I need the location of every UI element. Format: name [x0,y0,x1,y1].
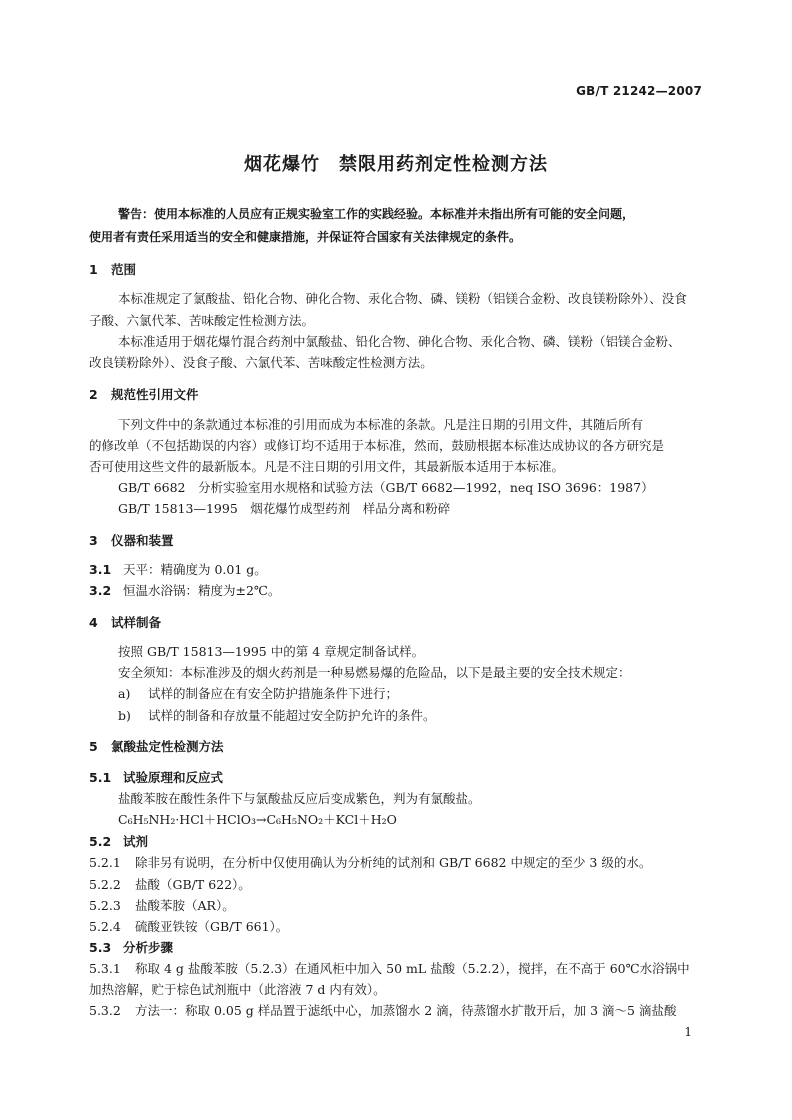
paragraph-line: 改良镁粉除外）、没食子酸、六氯代苯、苦味酸定性检测方法。 [89,355,433,370]
list-item [118,708,436,724]
clause-text: 盐酸（GB/T 622）。 [135,877,251,892]
clause-5-3-heading [89,940,173,956]
paragraph-line: 本标准适用于烟花爆竹混合药剂中氯酸盐、铅化合物、砷化合物、汞化合物、磷、镁粉（铝镁合金粉、 [118,334,681,349]
warning-line-2: 使用者有责任采用适当的安全和健康措施，并保证符合国家有关法律规定的条件。 [89,230,522,244]
clause-text: 除非另有说明，在分析中仅使用确认为分析纯的试剂和 GB/T 6682 中规定的至少 3 级的水。 [135,855,652,870]
clause-title: 分析步骤 [123,940,174,955]
section-number: 1 [89,262,98,277]
section-number: 5 [89,739,98,754]
clause-text: 方法一：称取 0.05 g 样品置于滤纸中心，加蒸馏水 2 滴，待蒸馏水扩散开后，加 3 滴～5 滴盐酸 [135,1003,677,1018]
list-text: 试样的制备和存放量不能超过安全防护允许的条件。 [148,708,436,723]
section-title: 仪器和装置 [111,533,174,548]
standard-code: GB/T 21242—2007 [576,84,702,98]
section-title: 试样制备 [111,615,162,630]
clause-5-3-2 [89,1003,676,1019]
paragraph-line: 加热溶解，贮于棕色试剂瓶中（此溶液 7 d 内有效）。 [89,982,386,997]
clause-number: 3.2 [89,583,112,598]
document-title: 烟花爆竹 禁限用药剂定性检测方法 [244,154,548,175]
warning-line-1: 警告：使用本标准的人员应有正规实验室工作的实践经验。本标准并未指出所有可能的安全问题， [118,207,635,221]
clause-number: 5.3.1 [89,961,121,976]
clause-text: 恒温水浴锅：精度为±2℃。 [123,583,281,598]
section-5-heading [89,739,224,755]
clause-number: 5.2.1 [89,855,121,870]
list-item [118,686,398,702]
clause-5-1-heading [89,770,223,786]
paragraph-line: 安全须知：本标准涉及的烟火药剂是一种易燃易爆的危险品，以下是最主要的安全技术规定： [118,665,631,680]
reference-item: GB/T 15813—1995 烟花爆竹成型药剂 样品分离和粉碎 [118,501,451,516]
clause-number: 5.3.2 [89,1003,121,1018]
paragraph-line: 的修改单（不包括勘误的内容）或修订均不适用于本标准，然而，鼓励根据本标准达成协议的各方研究是 [89,438,665,453]
paragraph-line: 下列文件中的条款通过本标准的引用而成为本标准的条款。凡是注日期的引用文件，其随后所有 [118,417,644,432]
clause-number: 3.1 [89,562,112,577]
section-4-heading [89,615,161,631]
section-3-heading [89,533,174,549]
paragraph-line: 盐酸苯胺在酸性条件下与氯酸盐反应后变成紫色，判为有氯酸盐。 [118,791,481,806]
section-title: 规范性引用文件 [111,387,199,402]
list-text: 试样的制备应在有安全防护措施条件下进行； [148,686,399,701]
clause-text: 硫酸亚铁铵（GB/T 661）。 [135,919,289,934]
list-marker: b) [118,708,131,723]
section-title: 范围 [111,262,137,277]
clause-number: 5.2.4 [89,919,121,934]
page-number: 1 [684,1025,692,1039]
clause-number: 5.2.2 [89,877,121,892]
clause-5-2-1 [89,855,651,871]
clause-text: 称取 4 g 盐酸苯胺（5.2.3）在通风柜中加入 50 mL 盐酸（5.2.2），搅拌，在不高于 60℃水浴锅中 [135,961,690,976]
clause-5-2-4 [89,919,288,935]
list-marker: a) [118,686,131,701]
clause-5-2-3 [89,898,235,914]
section-2-heading [89,387,199,403]
section-1-heading [89,262,136,278]
paragraph-line: 本标准规定了氯酸盐、铅化合物、砷化合物、汞化合物、磷、镁粉（铝镁合金粉、改良镁粉除外）、没食 [118,291,687,306]
clause-title: 试剂 [123,834,149,849]
clause-number: 5.2 [89,834,112,849]
clause-number: 5.3 [89,940,112,955]
paragraph-line: 子酸、六氯代苯、苦味酸定性检测方法。 [89,313,315,328]
clause-3-1 [89,562,267,578]
section-number: 3 [89,533,98,548]
reference-item: GB/T 6682 分析实验室用水规格和试验方法（GB/T 6682—1992，neq ISO 3696：1987） [118,480,654,495]
clause-text: 天平：精确度为 0.01 g。 [123,562,267,577]
clause-number: 5.1 [89,770,112,785]
clause-title: 试验原理和反应式 [123,770,224,785]
clause-text: 盐酸苯胺（AR）。 [135,898,235,913]
clause-5-2-2 [89,877,251,893]
clause-5-2-heading [89,834,148,850]
reaction-equation: C₆H₅NH₂·HCl＋HClO₃→C₆H₅NO₂＋KCl＋H₂O [118,812,397,827]
paragraph-line: 按照 GB/T 15813—1995 中的第 4 章规定制备试样。 [118,644,425,659]
paragraph-line: 否可使用这些文件的最新版本。凡是不注日期的引用文件，其最新版本适用于本标准。 [89,459,565,474]
section-number: 2 [89,387,98,402]
clause-3-2 [89,583,280,599]
clause-5-3-1 [89,961,690,977]
section-number: 4 [89,615,98,630]
clause-number: 5.2.3 [89,898,121,913]
section-title: 氯酸盐定性检测方法 [111,739,224,754]
